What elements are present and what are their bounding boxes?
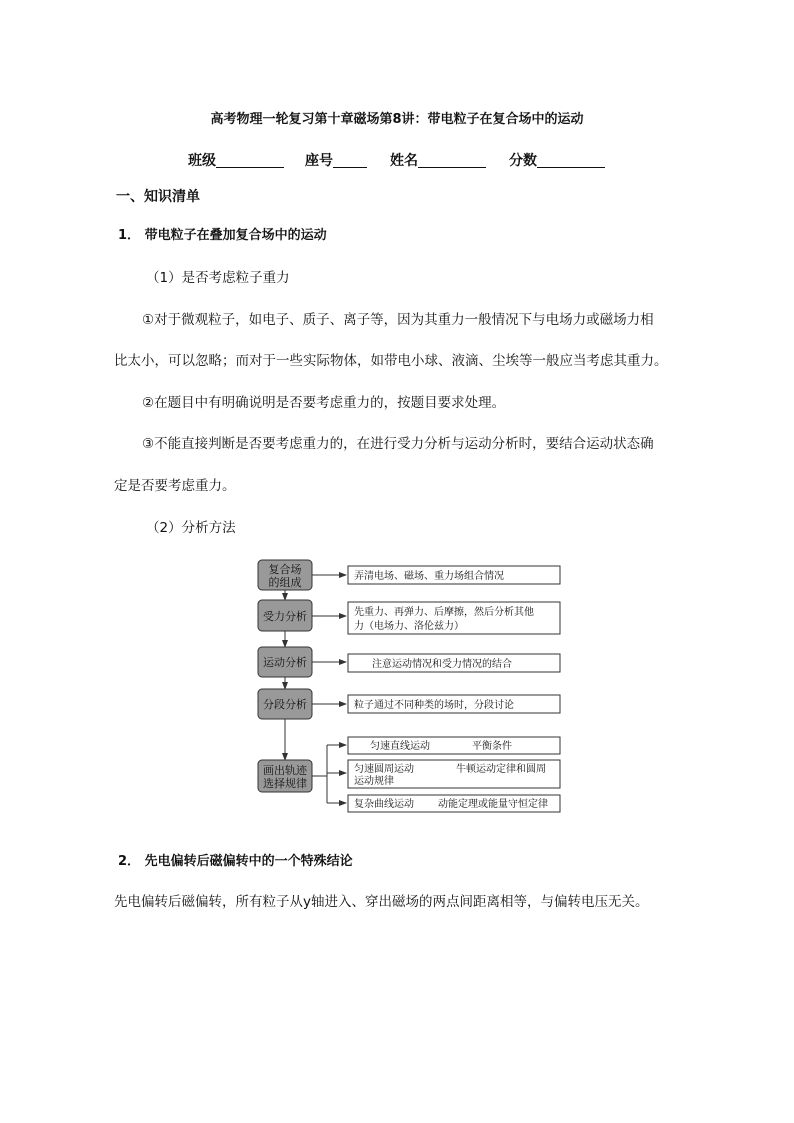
desc-text-4: 粒子通过不同种类的场时，分段讨论 xyxy=(354,700,514,711)
paragraph-1-line-2: 比太小，可以忽略；而对于一些实际物体，如带电小球、液滴、尘埃等一般应当考虑其重力。 xyxy=(114,353,668,369)
desc-text-2-line-2: 力（电场力、洛伦兹力） xyxy=(354,621,464,632)
paragraph-1-line-1: ①对于微观粒子，如电子、质子、离子等，因为其重力一般情况下与电场力或磁场力相 xyxy=(142,312,654,328)
step-label-trajectory-1: 画出轨迹 xyxy=(263,764,307,777)
section-heading: 一、知识清单 xyxy=(116,189,200,205)
step-label-composition-2: 的组成 xyxy=(268,576,302,589)
step-label-segment: 分段分析 xyxy=(263,698,307,711)
step-label-composition-1: 复合场 xyxy=(268,563,302,576)
class-label: 班级 xyxy=(188,153,216,169)
step-label-trajectory-2: 选择规律 xyxy=(263,777,307,790)
branch-law-3: 动能定理或能量守恒定律 xyxy=(438,799,548,810)
desc-text-1: 弄清电场、磁场、重力场组合情况 xyxy=(354,571,504,582)
page-title: 高考物理一轮复习第十章磁场第8讲：带电粒子在复合场中的运动 xyxy=(210,112,584,127)
item2-heading: 2． 先电偏转后磁偏转中的一个特殊结论 xyxy=(118,854,353,869)
name-label: 姓名 xyxy=(390,153,418,169)
branch-motion-3: 复杂曲线运动 xyxy=(354,799,414,810)
paragraph-3-line-2: 定是否要考虑重力。 xyxy=(114,478,236,494)
branch-motion-1: 匀速直线运动 xyxy=(370,741,430,752)
item2-paragraph: 先电偏转后磁偏转，所有粒子从y轴进入、穿出磁场的两点间距离相等，与偏转电压无关。 xyxy=(114,894,649,910)
desc-text-2-line-1: 先重力、再弹力、后摩擦，然后分析其他 xyxy=(354,607,534,618)
subheading-method: （2）分析方法 xyxy=(146,520,236,536)
paragraph-3-line-1: ③不能直接判断是否要考虑重力的，在进行受力分析与运动分析时，要结合运动状态确 xyxy=(142,436,654,452)
desc-text-3: 注意运动情况和受力情况的结合 xyxy=(372,659,512,670)
branch-law-2-line-1: 牛顿运动定律和圆周 xyxy=(456,764,546,775)
subheading-gravity: （1）是否考虑粒子重力 xyxy=(146,270,290,286)
step-label-force: 受力分析 xyxy=(263,610,307,623)
branch-law-1: 平衡条件 xyxy=(472,741,512,752)
item1-heading: 1． 带电粒子在叠加复合场中的运动 xyxy=(118,228,327,243)
step-label-motion: 运动分析 xyxy=(263,656,307,669)
branch-motion-2: 匀速圆周运动 xyxy=(354,764,414,775)
paragraph-2: ②在题目中有明确说明是否要考虑重力的，按题目要求处理。 xyxy=(142,395,506,411)
branch-law-2-line-2: 运动规律 xyxy=(354,776,394,787)
seat-label: 座号 xyxy=(305,153,333,169)
score-label: 分数 xyxy=(509,153,537,169)
